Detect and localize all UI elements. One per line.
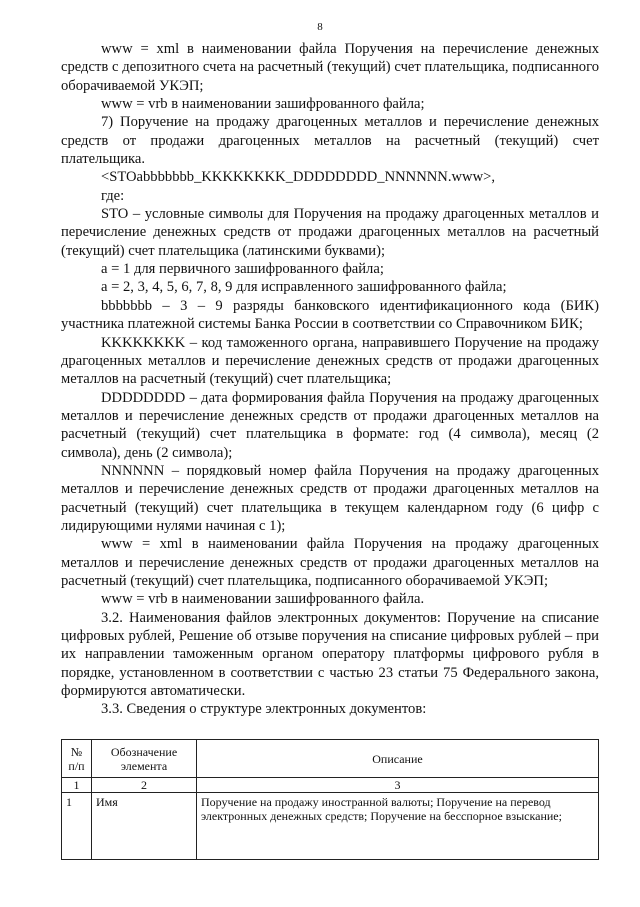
document-body: [61, 40, 599, 719]
paragraph: www = xml в наименовании файла Поручения на продажу драгоценных металлов и перечисление денежных средств от продажи драгоценных металлов на расчетный (текущий) счет плательщика, подписанного оборачиваемой УКЭП;: [61, 536, 599, 589]
row-number-cell: 1: [62, 793, 92, 860]
column-header-description: Описание: [197, 740, 599, 778]
paragraph: NNNNNN – порядковый номер файла Поручения на продажу драгоценных металлов и перечисление денежных средств от продажи драгоценных металлов на расчетный (текущий) счет плательщика в текущем календарном году (6 цифр с лидирующими нулями начиная с 1);: [61, 462, 599, 534]
column-number-cell: 1: [62, 778, 92, 793]
paragraph: 3.2. Наименования файлов электронных документов: Поручение на списание цифровых рублей, Решение об отзыве поручения на списание цифровых рублей – при их направлении таможенным органом оператору платформы цифрового рубля в порядке, установленном в соответствии с частью 23 статьи 75 Федерального закона, формируются автоматически.: [61, 609, 599, 700]
paragraph: 3.3. Сведения о структуре электронных документов:: [101, 701, 427, 718]
paragraph: KKKKKKKK – код таможенного органа, направившего Поручение на продажу драгоценных металлов и перечисление денежных средств от продажи драгоценных металлов на расчетный (текущий) счет плательщика;: [61, 334, 599, 388]
element-name-cell: Имя: [92, 793, 197, 860]
page-number: 8: [317, 21, 323, 33]
column-header-element: Обозначение элемента: [92, 740, 197, 778]
paragraph: <STOabbbbbbb_KKKKKKKK_DDDDDDDD_NNNNNN.www>,: [101, 169, 495, 186]
paragraph: www = xml в наименовании файла Поручения на перечисление денежных средств с депозитного счета на расчетный (текущий) счет плательщика, подписанного оборачиваемой УКЭП;: [61, 41, 599, 94]
paragraph: a = 2, 3, 4, 5, 6, 7, 8, 9 для исправленного зашифрованного файла;: [101, 279, 507, 296]
paragraph: www = vrb в наименовании зашифрованного файла;: [101, 96, 425, 113]
paragraph: a = 1 для первичного зашифрованного файла;: [101, 261, 384, 278]
table-numbering-row: [62, 778, 599, 793]
paragraph: www = vrb в наименовании зашифрованного файла.: [101, 591, 425, 608]
column-header-number: № п/п: [62, 740, 92, 778]
structure-table: [61, 739, 599, 860]
description-cell: Поручение на продажу иностранной валюты; Поручение на перевод электронных денежных средств; Поручение на бесспорное взыскание;: [197, 793, 599, 860]
column-number-cell: 2: [92, 778, 197, 793]
table-row: [62, 793, 599, 860]
paragraph: где:: [101, 187, 125, 204]
table-header-row: [62, 740, 599, 778]
paragraph: STO – условные символы для Поручения на продажу драгоценных металлов и перечисление денежных средств от продажи драгоценных металлов на расчетный (текущий) счет плательщика (латинскими буквами);: [61, 206, 599, 259]
paragraph: bbbbbbb – 3 – 9 разряды банковского идентификационного кода (БИК) участника платежной системы Банка России в соответствии со Справочником БИК;: [61, 297, 599, 333]
column-number-cell: 3: [197, 778, 599, 793]
paragraph: 7) Поручение на продажу драгоценных металлов и перечисление денежных средств от продажи драгоценных металлов на расчетный (текущий) счет плательщика.: [61, 114, 599, 168]
paragraph: DDDDDDDD – дата формирования файла Поручения на продажу драгоценных металлов и перечисление денежных средств от продажи драгоценных металлов на расчетный (текущий) счет плательщика в формате: год (4 символа), месяц (2 символа), день (2 символа);: [61, 389, 599, 461]
